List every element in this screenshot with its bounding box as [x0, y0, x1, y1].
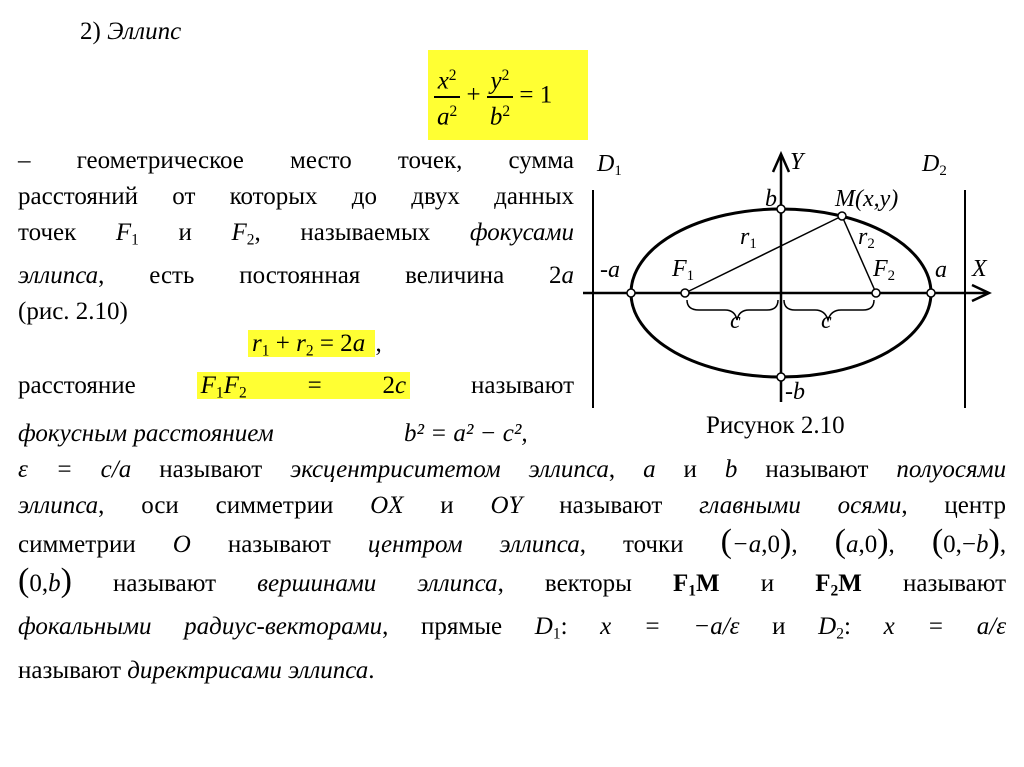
definition-line-2: расстояний от которых до двух данных [18, 183, 574, 210]
focus-f2-point [872, 289, 880, 297]
figure-caption: Рисунок 2.10 [706, 412, 845, 439]
focal-distance-formula: $F_1F_2 = 2c$ [197, 372, 411, 399]
label-d1: $D_1$ [597, 151, 622, 180]
paragraph-line-2: эллипса, оси симметрии OX и OY называют главными осями, центр [18, 492, 1006, 519]
label-f2: $F_2$ [873, 256, 896, 285]
canonical-equation [428, 50, 588, 140]
label-d2: $D_2$ [922, 151, 947, 180]
paragraph-line-4: (0,b) называют вершинами эллипса, векторы $F_1M$ и $F_2M$ называют [18, 562, 1006, 600]
heading-number: 2) [80, 18, 101, 45]
sum-formula: $r_1 + r_2 = 2a$ , [248, 326, 382, 369]
label-b: b [765, 186, 777, 212]
label-r1: $r_1$ [740, 224, 757, 253]
paragraph-line-5: фокальными радиус-векторами, прямые $D_1$: x = −a/ε и $D_2$: x = a/ε [18, 613, 1007, 643]
fraction-x-over-a: $\frac{x^2}{a^2}$ [434, 62, 460, 131]
label-x: X [972, 256, 987, 282]
focal-distance-term: фокусным расстоянием [18, 420, 274, 447]
main-paragraph [18, 452, 1006, 689]
vertex-b [777, 205, 785, 213]
b-squared-relation: b² = a² − c², [404, 420, 528, 447]
paragraph-line-6: называют директрисами эллипса. [18, 656, 375, 684]
label-neg-a: -a [600, 257, 620, 283]
definition-block [18, 143, 574, 330]
plus-sign: + [466, 81, 481, 109]
fraction-y-over-b: $\frac{y^2}{b^2}$ [487, 62, 513, 131]
definition-line-4: эллипса, есть постоянная величина 2a [18, 262, 575, 290]
label-m: M(x,y) [835, 186, 899, 212]
section-heading [80, 14, 181, 50]
focal-distance-line: расстояние $F_1F_2 = 2c$ называют [18, 372, 575, 402]
focal-radius-r1 [685, 216, 842, 293]
paragraph-line-3: симметрии O называют центром эллипса, точки (−a,0), (a,0), (0,−b), [18, 523, 1007, 560]
vertex-neg-b [777, 373, 785, 381]
vertex-a [927, 289, 935, 297]
heading-title: Эллипс [107, 18, 182, 45]
paragraph-line-1: ε = c/a называют эксцентриситетом эллипса, a и b называют полуосями [18, 456, 1007, 483]
label-c-left: c [730, 308, 741, 334]
label-f1: $F_1$ [672, 256, 695, 285]
label-c-right: c [821, 308, 832, 334]
equals-sign: = [519, 81, 534, 109]
label-y: Y [790, 149, 804, 175]
vertex-neg-a [627, 289, 635, 297]
focus-f1-point [681, 289, 689, 297]
definition-line-1: – геометрическое место точек, сумма [18, 147, 574, 174]
point-m [838, 212, 846, 220]
definition-line-3: точек $F_1$ и $F_2$, называемых фокусами [18, 219, 574, 249]
label-r2: $r_2$ [858, 224, 875, 253]
definition-line-5: (рис. 2.10) [18, 298, 128, 326]
label-a: a [935, 257, 947, 283]
label-neg-b: -b [785, 379, 805, 405]
one: 1 [539, 81, 553, 109]
